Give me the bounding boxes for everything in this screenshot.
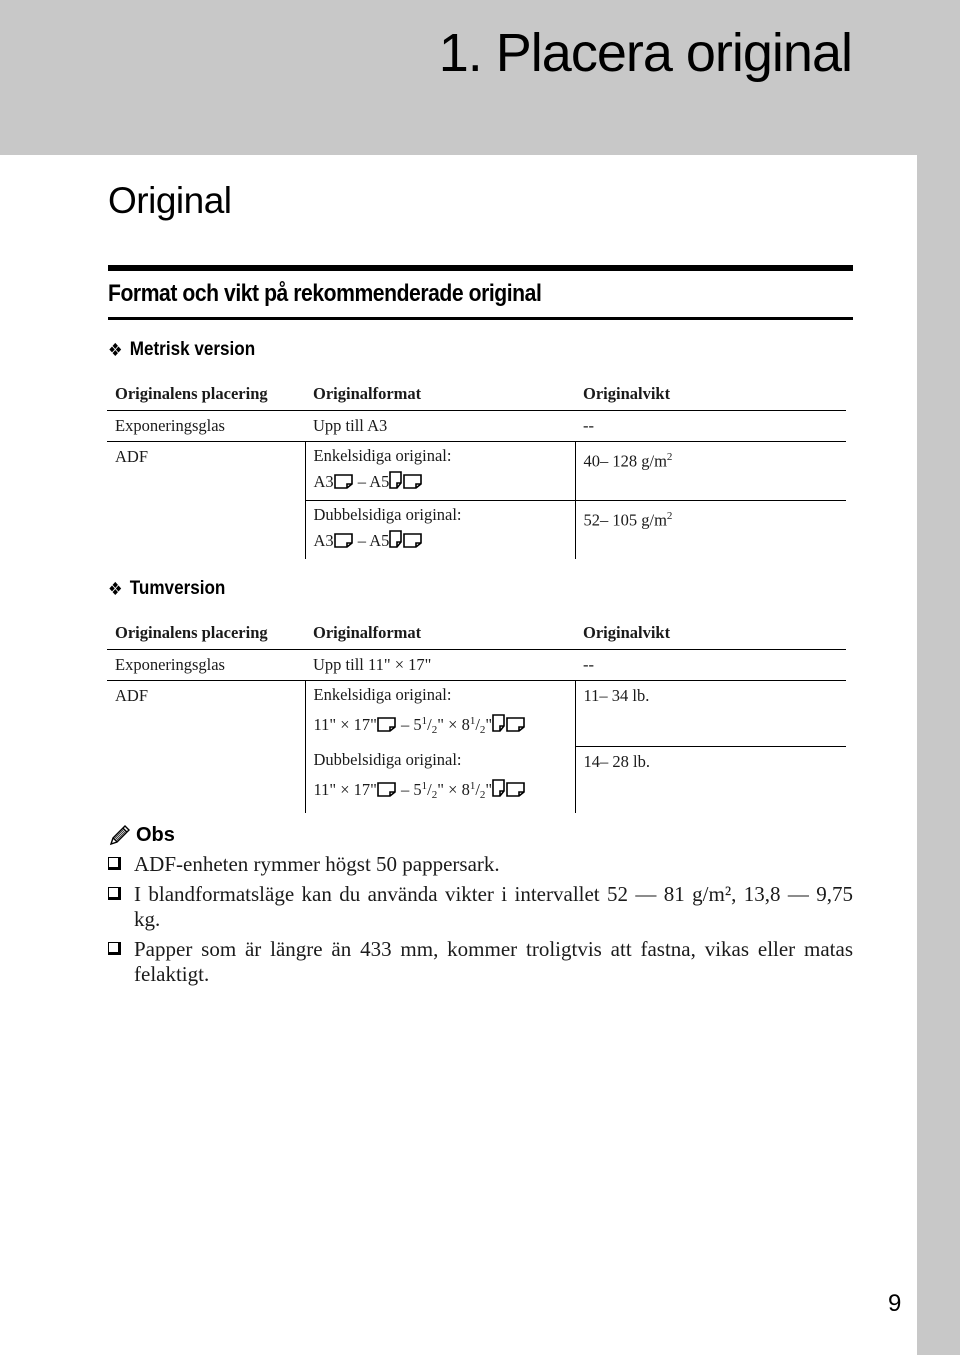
format-label: Enkelsidiga original: (313, 446, 452, 465)
weight-value: 40– 128 g/m (583, 451, 667, 471)
format-label: Enkelsidiga original: (313, 685, 452, 704)
landscape-paper-icon (377, 781, 397, 797)
column-header: Originalvikt (575, 379, 846, 411)
landscape-paper-icon (377, 716, 397, 732)
notes-heading (108, 823, 175, 847)
format-width: $5^1/2$" (413, 780, 445, 801)
column-header: Originalens placering (107, 618, 305, 650)
format-dash: – (357, 531, 367, 550)
column-header: Originalformat (305, 618, 575, 650)
side-band (917, 155, 960, 1355)
format-cell (305, 442, 575, 501)
placement-cell: Exponeringsglas (115, 655, 225, 674)
imperial-heading (108, 578, 225, 600)
imperial-table (107, 618, 846, 813)
note-text: I blandformatsläge kan du använda vikter i intervallet 52 — 81 g/m², 13,8 — 9,75 kg. (134, 882, 853, 931)
weight-cell: -- (583, 655, 594, 674)
format-from: A3 (313, 531, 334, 550)
format-range (314, 773, 567, 808)
format-to: A5 (369, 472, 390, 491)
list-item (108, 937, 853, 987)
weight-exponent: 2 (666, 451, 673, 463)
diamond-cross-icon: ❖ (108, 578, 123, 599)
checkbox-icon (108, 942, 121, 955)
portrait-paper-icon (492, 779, 506, 797)
landscape-paper-icon (506, 716, 526, 732)
format-range (314, 708, 567, 743)
notes-list (108, 852, 853, 992)
note-text: ADF-enheten rymmer högst 50 pappersark. (134, 852, 500, 876)
section-title: Original (108, 180, 232, 221)
weight-cell: 14– 28 lb. (575, 746, 846, 813)
column-header: Originalvikt (575, 618, 846, 650)
weight-cell: 11– 34 lb. (575, 681, 846, 747)
format-cell: Upp till A3 (313, 416, 388, 435)
section-rule-top (108, 265, 853, 271)
format-range (314, 469, 567, 495)
weight-exponent: 2 (666, 510, 673, 522)
metric-table (107, 379, 846, 559)
portrait-paper-icon (389, 471, 403, 489)
format-label: Dubbelsidiga original: (313, 505, 462, 524)
placement-cell: Exponeringsglas (115, 416, 225, 435)
placement-cell: ADF (107, 681, 305, 814)
format-from: 11" × 17" (313, 715, 377, 734)
subsection-title: Format och vikt på rekommenderade original (108, 280, 542, 307)
metric-heading (108, 339, 255, 361)
metric-heading-label: Metrisk version (129, 339, 256, 360)
landscape-paper-icon (334, 532, 354, 548)
format-cell (305, 746, 575, 813)
checkbox-icon (108, 887, 121, 900)
list-item (108, 852, 853, 877)
notes-heading-label: Obs (136, 823, 175, 846)
format-dash: – (401, 715, 410, 734)
format-to: A5 (369, 531, 390, 550)
imperial-heading-label: Tumversion (129, 578, 226, 599)
format-dash: – (357, 472, 367, 491)
diamond-cross-icon: ❖ (108, 339, 123, 360)
table-header-row (107, 618, 846, 650)
format-label: Dubbelsidiga original: (313, 750, 462, 769)
list-item (108, 882, 853, 932)
weight-cell: -- (583, 416, 594, 435)
checkbox-icon (108, 857, 121, 870)
format-cell (305, 501, 575, 560)
format-from: 11" × 17" (313, 780, 377, 799)
chapter-title: 1. Placera original (438, 23, 852, 83)
table-row (107, 681, 846, 747)
table-row (107, 650, 846, 681)
pencil-icon (108, 823, 132, 847)
weight-cell (575, 501, 846, 560)
table-header-row (107, 379, 846, 411)
format-height: × $8^1/2$" (448, 715, 493, 736)
format-width: $5^1/2$" (413, 715, 445, 736)
weight-cell (575, 442, 846, 501)
page-number: 9 (888, 1290, 902, 1317)
table-row (107, 442, 846, 501)
format-range (314, 528, 567, 554)
section-rule-bottom (108, 317, 853, 320)
format-height: × $8^1/2$" (448, 780, 493, 801)
format-from: A3 (313, 472, 334, 491)
landscape-paper-icon (334, 473, 354, 489)
column-header: Originalformat (305, 379, 575, 411)
note-text: Papper som är längre än 433 mm, kommer troligtvis att fastna, vikas eller matas felaktigt. (134, 937, 853, 986)
format-cell: Upp till 11" × 17" (313, 655, 432, 674)
portrait-paper-icon (492, 714, 506, 732)
format-dash: – (401, 780, 410, 799)
portrait-paper-icon (389, 530, 403, 548)
landscape-paper-icon (403, 473, 423, 489)
placement-cell: ADF (107, 442, 305, 560)
table-row (107, 411, 846, 442)
weight-value: 52– 105 g/m (583, 510, 667, 530)
landscape-paper-icon (403, 532, 423, 548)
landscape-paper-icon (506, 781, 526, 797)
format-cell (305, 681, 575, 747)
column-header: Originalens placering (107, 379, 305, 411)
